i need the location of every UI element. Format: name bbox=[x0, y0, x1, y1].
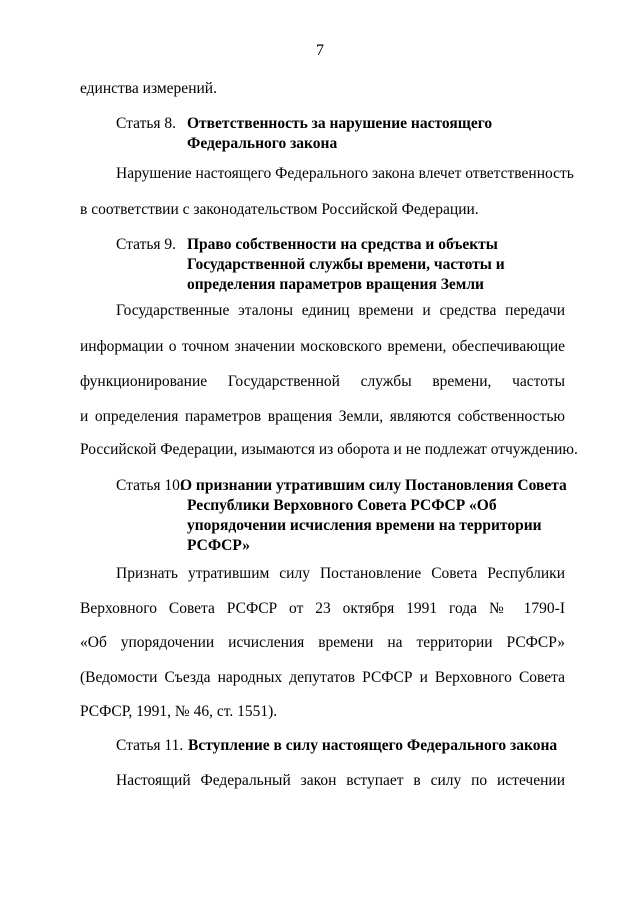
article-9-title-line: Право собственности на средства и объекты bbox=[187, 236, 498, 253]
article-8-title-line: Ответственность за нарушение настоящего bbox=[187, 115, 493, 132]
article-9-title-line: определения параметров вращения Земли bbox=[187, 276, 484, 293]
article-11-title-line: Вступление в силу настоящего Федерального закона bbox=[188, 737, 558, 754]
article-10-number: Статья 10. bbox=[116, 477, 184, 494]
article-11-title bbox=[188, 736, 557, 756]
article-10-title-line: Республики Верховного Совета РСФСР «Об bbox=[187, 497, 497, 514]
article-9-title bbox=[187, 235, 505, 295]
article-8-body-line: в соответствии с законодательством Российской Федерации. bbox=[80, 201, 479, 218]
article-9-body-line: Государственные эталоны единиц времени и средства передачи bbox=[116, 302, 565, 319]
article-10-title-line: О признании утратившим силу Постановления Совета bbox=[180, 477, 567, 494]
article-11-number: Статья 11. bbox=[116, 737, 184, 754]
article-9-body-line: Российской Федерации, изымаются из оборота и не подлежат отчуждению. bbox=[80, 441, 578, 458]
article-10-body-line: «Об упорядочении исчисления времени на территории РСФСР» bbox=[80, 634, 565, 651]
article-10-body-line: Признать утратившим силу Постановление Совета Республики bbox=[116, 565, 565, 582]
article-10-title-line: упорядочении исчисления времени на территории bbox=[187, 517, 542, 534]
article-10-body-line: РСФСР, 1991, № 46, ст. 1551). bbox=[80, 703, 278, 720]
intro-line: единства измерений. bbox=[80, 80, 217, 97]
article-8-title bbox=[187, 114, 492, 154]
article-10-body-line: (Ведомости Съезда народных депутатов РСФСР и Верховного Совета bbox=[80, 669, 565, 686]
article-9-body-line: и определения параметров вращения Земли, являются собственностью bbox=[80, 408, 565, 425]
article-8-body-line: Нарушение настоящего Федерального закона влечет ответственность bbox=[116, 165, 574, 182]
article-8-title-line: Федерального закона bbox=[187, 135, 338, 152]
article-11-body-line: Настоящий Федеральный закон вступает в силу по истечении bbox=[116, 772, 565, 789]
article-9-body-line: функционирование Государственной службы времени, частоты bbox=[80, 373, 565, 390]
article-10-body-line: Верховного Совета РСФСР от 23 октября 1991 года № 1790-I bbox=[80, 600, 565, 617]
article-9-number: Статья 9. bbox=[116, 236, 177, 253]
article-9-body-line: информации о точном значении московского времени, обеспечивающие bbox=[80, 338, 565, 355]
article-10-title-line: РСФСР» bbox=[187, 537, 250, 554]
page-number: 7 bbox=[316, 42, 324, 59]
article-8-number: Статья 8. bbox=[116, 115, 177, 132]
article-9-title-line: Государственной службы времени, частоты и bbox=[187, 256, 505, 273]
article-10-title bbox=[180, 476, 567, 556]
